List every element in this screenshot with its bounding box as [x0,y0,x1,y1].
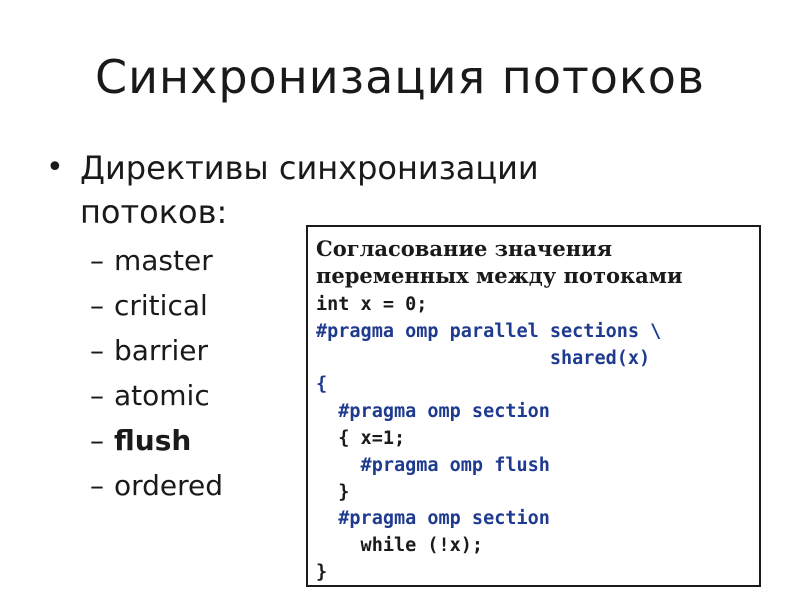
code-line: while (!x); [316,535,484,557]
dash-marker: – [90,334,104,367]
list-item [90,373,223,418]
list-item [90,283,223,328]
bullet-item [46,146,606,234]
directive-list [90,238,223,508]
code-line: { x=1; [316,427,406,449]
code-line: { [316,374,328,396]
code-box-caption: Согласование значения переменных между потоками [316,236,683,288]
dash-marker: – [90,424,104,457]
directive-label: flush [114,424,192,457]
directive-label: atomic [114,379,210,412]
directive-label: master [114,244,213,277]
bullet-text: Директивы синхронизации потоков: [80,149,539,231]
dash-marker: – [90,244,104,277]
slide-title: Синхронизация потоков [95,50,705,104]
dash-marker: – [90,379,104,412]
bullet-marker: • [46,150,64,185]
code-listing [316,292,759,587]
code-line: #pragma omp section [316,401,550,423]
code-line: #pragma omp section [316,508,550,530]
dash-marker: – [90,469,104,502]
list-item [90,328,223,373]
code-line: } [316,481,350,503]
code-line: #pragma omp parallel sections \ [316,320,662,342]
code-line: } [316,561,328,583]
directive-label: barrier [114,334,208,367]
code-line: shared(x) [316,347,651,369]
list-item [90,463,223,508]
directive-label: critical [114,289,208,322]
list-item [90,238,223,283]
dash-marker: – [90,289,104,322]
code-example-box [306,225,761,587]
code-line: #pragma omp flush [316,454,550,476]
directive-label: ordered [114,469,224,502]
code-line: int x = 0; [316,294,428,315]
list-item [90,418,223,463]
